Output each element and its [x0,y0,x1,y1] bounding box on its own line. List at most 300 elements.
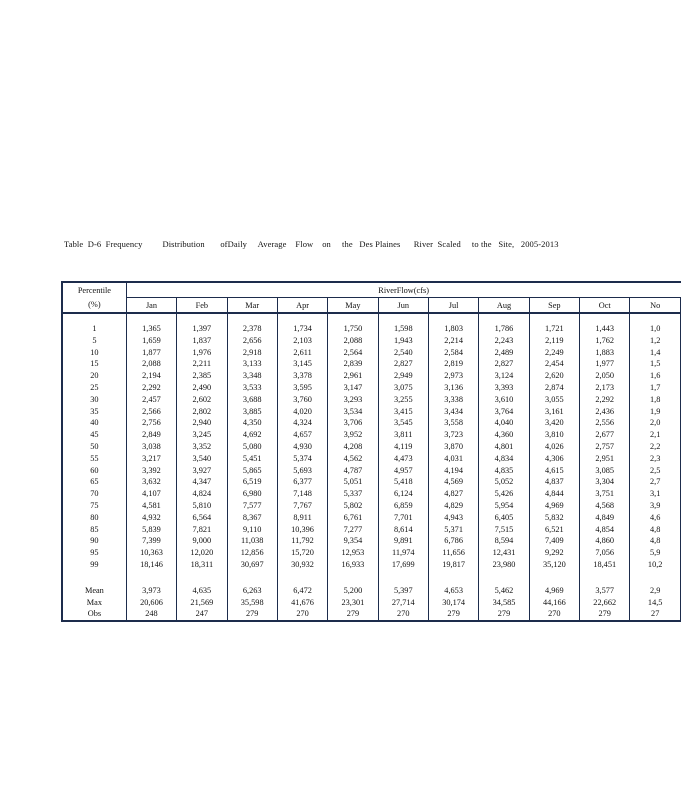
flow-cell: 4,360 [479,429,529,441]
percentile-row-label: 20 [62,370,126,382]
spacer-cell [328,571,378,585]
flow-cell: 8,614 [378,524,428,536]
table-header [62,282,681,313]
flow-cell: 4,787 [328,465,378,477]
month-header-10: No [630,298,681,314]
flow-cell: 2,088 [126,358,176,370]
flow-cell: 3,706 [328,417,378,429]
spacer-cell [177,313,227,323]
flow-cell: 12,020 [177,547,227,559]
percentile-row [62,394,681,406]
flow-cell: 2,849 [126,429,176,441]
spacer-cell [428,313,478,323]
flow-cell: 1,397 [177,323,227,335]
flow-cell: 248 [126,608,176,621]
percentile-row [62,488,681,500]
flow-cell: 3,688 [227,394,277,406]
flow-cell: 4,020 [277,406,327,418]
flow-cell: 2,961 [328,370,378,382]
flow-cell: 6,761 [328,512,378,524]
flow-cell: 3,217 [126,453,176,465]
flow-cell: 15,720 [277,547,327,559]
flow-cell: 1,4 [630,347,681,359]
flow-cell: 2,940 [177,417,227,429]
flow-cell: 8,911 [277,512,327,524]
flow-cell: 14,5 [630,597,681,609]
flow-cell: 21,569 [177,597,227,609]
flow-cell: 2,103 [277,335,327,347]
river-flow-group-header: RiverFlow(cfs) [126,282,680,298]
flow-cell: 1,598 [378,323,428,335]
flow-cell: 4,835 [479,465,529,477]
flow-cell: 20,606 [126,597,176,609]
flow-cell: 2,211 [177,358,227,370]
flow-cell: 2,874 [529,382,579,394]
flow-cell: 2,050 [580,370,630,382]
flow-cell: 2,0 [630,417,681,429]
flow-cell: 18,311 [177,559,227,571]
flow-cell: 9,292 [529,547,579,559]
frequency-table-wrapper [61,281,663,702]
flow-cell: 27 [630,608,681,621]
flow-cell: 4,657 [277,429,327,441]
spacer-cell [378,313,428,323]
flow-cell: 3,145 [277,358,327,370]
flow-cell: 5,865 [227,465,277,477]
table-title: Table D-6 Frequency Distribution ofDaily Average Flow on the Des Plaines River Scaled to the Site, 2005-2013 [64,239,559,249]
flow-cell: 3,133 [227,358,277,370]
flow-cell: 2,556 [580,417,630,429]
flow-cell: 4,350 [227,417,277,429]
flow-cell: 4,615 [529,465,579,477]
flow-cell: 1,443 [580,323,630,335]
percentile-row-label: 65 [62,476,126,488]
flow-cell: 3,352 [177,441,227,453]
flow-cell: 4,569 [428,476,478,488]
flow-cell: 3,293 [328,394,378,406]
flow-cell: 1,6 [630,370,681,382]
flow-cell: 7,409 [529,535,579,547]
percentile-row-label: 85 [62,524,126,536]
summary-row-label: Mean [62,585,126,597]
flow-cell: 2,489 [479,347,529,359]
flow-cell: 34,585 [479,597,529,609]
month-header-5: Jun [378,298,428,314]
flow-cell: 279 [479,608,529,621]
flow-cell: 3,810 [529,429,579,441]
flow-cell: 2,292 [126,382,176,394]
percentile-row-label: 5 [62,335,126,347]
spacer-cell [328,313,378,323]
flow-cell: 7,148 [277,488,327,500]
flow-cell: 5,052 [479,476,529,488]
flow-cell: 3,136 [428,382,478,394]
flow-cell: 9,000 [177,535,227,547]
flow-cell: 4,829 [428,500,478,512]
flow-cell: 1,786 [479,323,529,335]
flow-cell: 7,701 [378,512,428,524]
flow-cell: 2,918 [227,347,277,359]
flow-cell: 9,110 [227,524,277,536]
flow-cell: 23,980 [479,559,529,571]
spacer-cell [428,571,478,585]
header-row-months [62,298,681,314]
percentile-row [62,382,681,394]
flow-cell: 19,817 [428,559,478,571]
flow-cell: 3,558 [428,417,478,429]
summary-row [62,597,681,609]
percentile-row-label: 80 [62,512,126,524]
flow-cell: 11,974 [378,547,428,559]
summary-row [62,585,681,597]
flow-cell: 2,490 [177,382,227,394]
flow-cell: 5,337 [328,488,378,500]
percentile-row-label: 95 [62,547,126,559]
flow-cell: 4,969 [529,585,579,597]
flow-cell: 1,877 [126,347,176,359]
flow-cell: 3,1 [630,488,681,500]
spacer-cell [126,571,176,585]
flow-cell: 2,173 [580,382,630,394]
flow-cell: 3,124 [479,370,529,382]
flow-cell: 2,249 [529,347,579,359]
percentile-row [62,370,681,382]
flow-cell: 2,566 [126,406,176,418]
percentile-row-label: 99 [62,559,126,571]
percentile-row-label: 70 [62,488,126,500]
flow-cell: 2,119 [529,335,579,347]
flow-cell: 1,8 [630,394,681,406]
spacer-cell [630,313,681,323]
flow-cell: 2,457 [126,394,176,406]
flow-cell: 2,951 [580,453,630,465]
flow-cell: 4,854 [580,524,630,536]
flow-cell: 4,957 [378,465,428,477]
flow-cell: 5,374 [277,453,327,465]
spacer-cell [378,571,428,585]
flow-cell: 2,243 [479,335,529,347]
flow-cell: 1,750 [328,323,378,335]
flow-cell: 3,304 [580,476,630,488]
flow-cell: 4,8 [630,524,681,536]
flow-cell: 1,837 [177,335,227,347]
month-header-8: Sep [529,298,579,314]
month-header-2: Mar [227,298,277,314]
flow-cell: 1,803 [428,323,478,335]
flow-cell: 3,533 [227,382,277,394]
flow-cell: 3,392 [126,465,176,477]
flow-cell: 3,632 [126,476,176,488]
flow-cell: 4,930 [277,441,327,453]
flow-cell: 5,080 [227,441,277,453]
flow-cell: 4,306 [529,453,579,465]
flow-cell: 4,208 [328,441,378,453]
flow-cell: 6,521 [529,524,579,536]
percentile-row [62,441,681,453]
flow-cell: 3,434 [428,406,478,418]
flow-cell: 5,693 [277,465,327,477]
percentile-row [62,429,681,441]
percentile-row [62,512,681,524]
flow-cell: 270 [529,608,579,621]
flow-cell: 9,354 [328,535,378,547]
flow-cell: 2,454 [529,358,579,370]
flow-cell: 3,927 [177,465,227,477]
flow-cell: 3,378 [277,370,327,382]
flow-cell: 3,348 [227,370,277,382]
percentile-row-label: 10 [62,347,126,359]
flow-cell: 3,085 [580,465,630,477]
flow-cell: 5,802 [328,500,378,512]
flow-cell: 5,371 [428,524,478,536]
percentile-row-label: 45 [62,429,126,441]
percentile-row-label: 25 [62,382,126,394]
flow-cell: 1,734 [277,323,327,335]
flow-cell: 2,584 [428,347,478,359]
flow-cell: 1,365 [126,323,176,335]
flow-cell: 30,174 [428,597,478,609]
percentile-row-label: 50 [62,441,126,453]
percentile-row [62,524,681,536]
month-header-0: Jan [126,298,176,314]
flow-cell: 3,870 [428,441,478,453]
percentile-row [62,476,681,488]
flow-cell: 1,2 [630,335,681,347]
month-header-1: Feb [177,298,227,314]
flow-cell: 2,564 [328,347,378,359]
flow-cell: 5,051 [328,476,378,488]
percentile-row-label: 15 [62,358,126,370]
flow-cell: 4,692 [227,429,277,441]
flow-cell: 3,577 [580,585,630,597]
flow-cell: 3,415 [378,406,428,418]
flow-cell: 5,426 [479,488,529,500]
flow-cell: 5,810 [177,500,227,512]
spacer-cell [62,571,126,585]
spacer-row [62,571,681,585]
flow-cell: 7,577 [227,500,277,512]
header-row-group [62,282,681,298]
flow-cell: 11,038 [227,535,277,547]
flow-cell: 7,821 [177,524,227,536]
spacer-cell [630,571,681,585]
flow-cell: 18,146 [126,559,176,571]
percentile-row-label: 30 [62,394,126,406]
flow-cell: 5,9 [630,547,681,559]
flow-cell: 6,405 [479,512,529,524]
flow-cell: 2,620 [529,370,579,382]
flow-cell: 2,757 [580,441,630,453]
flow-cell: 2,436 [580,406,630,418]
spacer-cell [126,313,176,323]
flow-cell: 2,1 [630,429,681,441]
flow-cell: 4,119 [378,441,428,453]
flow-cell: 3,245 [177,429,227,441]
flow-cell: 1,976 [177,347,227,359]
flow-cell: 4,031 [428,453,478,465]
flow-cell: 30,932 [277,559,327,571]
flow-cell: 3,952 [328,429,378,441]
flow-cell: 2,656 [227,335,277,347]
percentile-row-label: 90 [62,535,126,547]
flow-cell: 3,038 [126,441,176,453]
flow-cell: 5,462 [479,585,529,597]
flow-cell: 2,827 [378,358,428,370]
flow-cell: 6,472 [277,585,327,597]
flow-cell: 12,953 [328,547,378,559]
flow-cell: 3,338 [428,394,478,406]
flow-cell: 3,811 [378,429,428,441]
flow-cell: 279 [428,608,478,621]
spacer-cell [177,571,227,585]
flow-cell: 10,396 [277,524,327,536]
spacer-cell [277,313,327,323]
percentile-row [62,547,681,559]
flow-cell: 17,699 [378,559,428,571]
flow-cell: 279 [580,608,630,621]
flow-cell: 279 [328,608,378,621]
flow-cell: 3,393 [479,382,529,394]
percentile-row [62,358,681,370]
flow-cell: 4,562 [328,453,378,465]
flow-cell: 2,540 [378,347,428,359]
flow-cell: 1,0 [630,323,681,335]
flow-cell: 4,837 [529,476,579,488]
flow-cell: 1,883 [580,347,630,359]
flow-cell: 5,397 [378,585,428,597]
flow-cell: 6,263 [227,585,277,597]
flow-cell: 4,849 [580,512,630,524]
flow-cell: 16,933 [328,559,378,571]
flow-cell: 3,255 [378,394,428,406]
flow-cell: 7,515 [479,524,529,536]
flow-cell: 3,147 [328,382,378,394]
flow-cell: 6,519 [227,476,277,488]
flow-cell: 2,378 [227,323,277,335]
flow-cell: 9,891 [378,535,428,547]
percentile-row [62,453,681,465]
percentile-row [62,347,681,359]
flow-cell: 30,697 [227,559,277,571]
flow-cell: 2,385 [177,370,227,382]
flow-cell: 7,399 [126,535,176,547]
summary-row-label: Max [62,597,126,609]
flow-cell: 6,980 [227,488,277,500]
month-header-3: Apr [277,298,327,314]
percentile-unit-header: (%) [62,298,126,314]
percentile-row [62,417,681,429]
flow-cell: 23,301 [328,597,378,609]
flow-cell: 1,943 [378,335,428,347]
flow-cell: 35,120 [529,559,579,571]
flow-cell: 2,3 [630,453,681,465]
flow-cell: 2,088 [328,335,378,347]
flow-cell: 4,969 [529,500,579,512]
flow-cell: 5,954 [479,500,529,512]
percentile-row [62,335,681,347]
flow-cell: 4,844 [529,488,579,500]
flow-cell: 1,762 [580,335,630,347]
spacer-row [62,313,681,323]
flow-cell: 3,075 [378,382,428,394]
flow-cell: 5,839 [126,524,176,536]
flow-cell: 6,564 [177,512,227,524]
flow-cell: 4,194 [428,465,478,477]
flow-cell: 4,324 [277,417,327,429]
flow-cell: 3,420 [529,417,579,429]
flow-cell: 1,7 [630,382,681,394]
flow-cell: 3,595 [277,382,327,394]
spacer-cell [277,571,327,585]
flow-cell: 3,760 [277,394,327,406]
percentile-row [62,559,681,571]
flow-cell: 4,653 [428,585,478,597]
flow-cell: 2,5 [630,465,681,477]
flow-cell: 2,9 [630,585,681,597]
flow-cell: 4,834 [479,453,529,465]
flow-cell: 2,214 [428,335,478,347]
percentile-header: Percentile [62,282,126,298]
flow-cell: 2,194 [126,370,176,382]
flow-cell: 27,714 [378,597,428,609]
flow-cell: 2,677 [580,429,630,441]
flow-cell: 270 [378,608,428,621]
flow-cell: 5,832 [529,512,579,524]
flow-cell: 4,581 [126,500,176,512]
month-header-4: May [328,298,378,314]
flow-cell: 4,473 [378,453,428,465]
percentile-row-label: 60 [62,465,126,477]
spacer-cell [529,313,579,323]
flow-cell: 4,860 [580,535,630,547]
frequency-table [61,281,681,622]
flow-cell: 2,839 [328,358,378,370]
flow-cell: 4,040 [479,417,529,429]
flow-cell: 10,2 [630,559,681,571]
flow-cell: 4,8 [630,535,681,547]
percentile-row-label: 55 [62,453,126,465]
flow-cell: 3,764 [479,406,529,418]
flow-cell: 270 [277,608,327,621]
spacer-cell [62,313,126,323]
flow-cell: 2,973 [428,370,478,382]
flow-cell: 8,367 [227,512,277,524]
flow-cell: 2,949 [378,370,428,382]
flow-cell: 2,819 [428,358,478,370]
flow-cell: 44,166 [529,597,579,609]
flow-cell: 2,2 [630,441,681,453]
flow-cell: 6,377 [277,476,327,488]
flow-cell: 3,534 [328,406,378,418]
flow-cell: 35,598 [227,597,277,609]
flow-cell: 5,451 [227,453,277,465]
percentile-row [62,500,681,512]
flow-cell: 3,540 [177,453,227,465]
spacer-cell [529,571,579,585]
flow-cell: 2,292 [580,394,630,406]
flow-cell: 247 [177,608,227,621]
month-header-9: Oct [580,298,630,314]
summary-row [62,608,681,621]
month-header-7: Aug [479,298,529,314]
flow-cell: 3,723 [428,429,478,441]
flow-cell: 5,200 [328,585,378,597]
spacer-cell [580,571,630,585]
flow-cell: 2,827 [479,358,529,370]
spacer-cell [227,313,277,323]
spacer-cell [479,313,529,323]
flow-cell: 1,977 [580,358,630,370]
